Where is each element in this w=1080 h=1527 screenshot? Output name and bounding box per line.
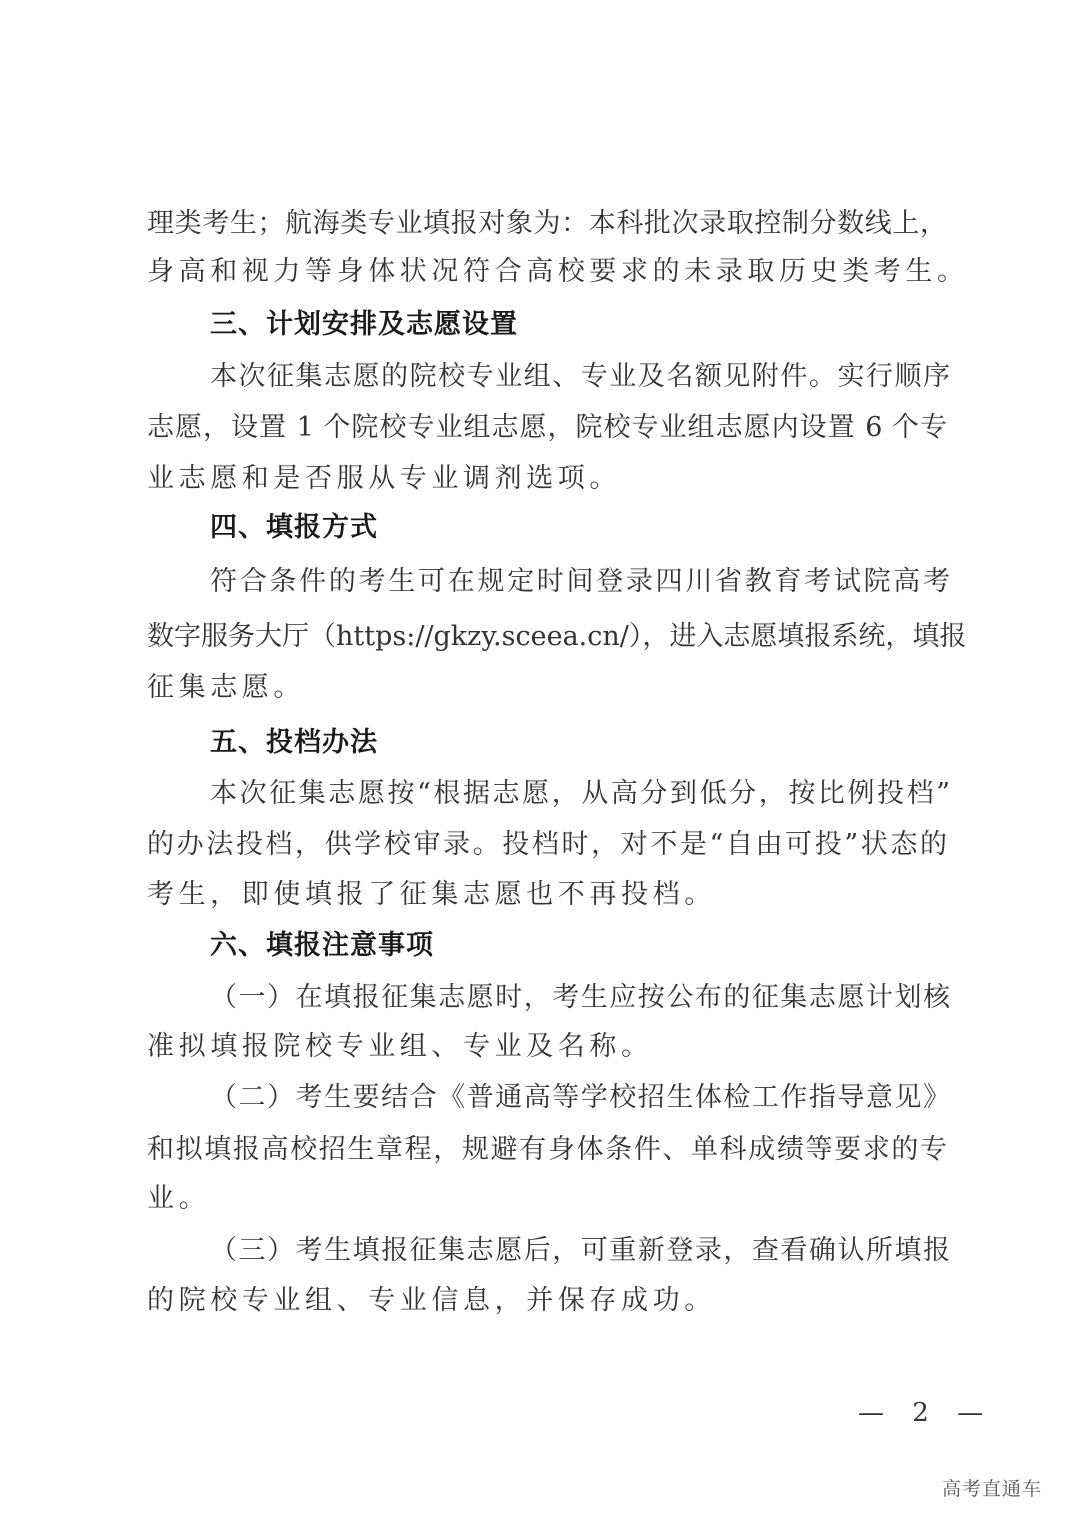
paragraph-line: 考生，即使填报了征集志愿也不再投档。 <box>147 879 716 910</box>
paragraph-first-line: （三）考生填报征集志愿后，可重新登录，查看确认所填报 <box>210 1235 950 1266</box>
section-heading: 六、填报注意事项 <box>210 930 434 961</box>
paragraph-first-line: 本次征集志愿的院校专业组、专业及名额见附件。实行顺序 <box>210 361 950 392</box>
paragraph-line: 业志愿和是否服从专业调剂选项。 <box>147 463 621 494</box>
section-heading: 四、填报方式 <box>210 512 378 543</box>
section-heading: 五、投档办法 <box>210 727 378 758</box>
paragraph-line: 理类考生；航海类专业填报对象为：本科批次录取控制分数线上， <box>147 208 947 239</box>
paragraph-first-line: （一）在填报征集志愿时，考生应按公布的征集志愿计划核 <box>210 982 950 1013</box>
paragraph-line: 的办法投档，供学校审录。投档时，对不是“自由可投”状态的 <box>147 829 947 860</box>
paragraph-line: 的院校专业组、专业信息，并保存成功。 <box>147 1285 716 1316</box>
paragraph-line: 和拟填报高校招生章程，规避有身体条件、单科成绩等要求的专 <box>147 1134 947 1165</box>
paragraph-line: 业。 <box>147 1183 211 1214</box>
paragraph-line: 身高和视力等身体状况符合高校要求的未录取历史类考生。 <box>147 256 969 287</box>
section-heading: 三、计划安排及志愿设置 <box>210 309 518 340</box>
page-number: — 2 — <box>858 1398 994 1428</box>
watermark-label: 高考直通车 <box>942 1478 1043 1500</box>
paragraph-line: 征集志愿。 <box>147 672 305 703</box>
paragraph-line: 志愿，设置 1 个院校专业组志愿，院校专业组志愿内设置 6 个专 <box>147 412 947 443</box>
paragraph-first-line: 本次征集志愿按“根据志愿，从高分到低分，按比例投档” <box>210 778 950 809</box>
paragraph-line: 数字服务大厅（https://gkzy.sceea.cn/），进入志愿填报系统，填报 <box>147 621 967 652</box>
paragraph-first-line: （二）考生要结合《普通高等学校招生体检工作指导意见》 <box>210 1082 950 1113</box>
paragraph-line: 准拟填报院校专业组、专业及名称。 <box>147 1031 653 1062</box>
paragraph-first-line: 符合条件的考生可在规定时间登录四川省教育考试院高考 <box>210 566 950 597</box>
